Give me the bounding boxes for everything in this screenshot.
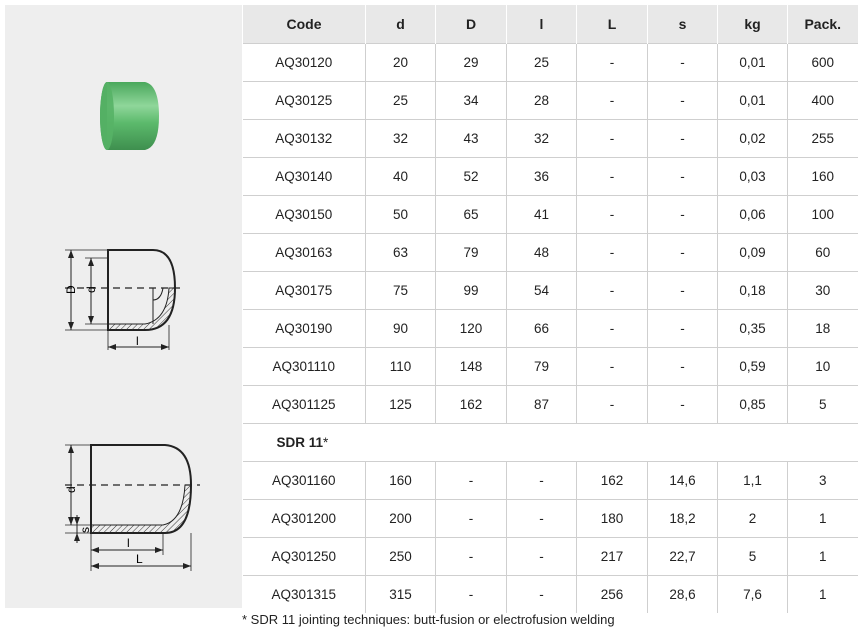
table-cell: - xyxy=(648,196,718,234)
table-cell: 32 xyxy=(507,120,577,158)
table-cell: 48 xyxy=(507,234,577,272)
table-cell: 256 xyxy=(577,576,648,614)
table-cell: 54 xyxy=(507,272,577,310)
table-cell: - xyxy=(577,348,648,386)
table-cell: - xyxy=(648,82,718,120)
table-cell: 18 xyxy=(788,310,858,348)
table-row xyxy=(243,196,858,234)
table-cell: AQ30120 xyxy=(243,44,366,82)
table-cell: 52 xyxy=(436,158,507,196)
table-cell: 79 xyxy=(436,234,507,272)
table-cell: - xyxy=(436,538,507,576)
table-cell: 60 xyxy=(788,234,858,272)
section-row-sdr11 xyxy=(243,424,858,462)
table-cell: 14,6 xyxy=(648,462,718,500)
table-cell: 3 xyxy=(788,462,858,500)
table-row xyxy=(243,386,858,424)
table-cell: 65 xyxy=(436,196,507,234)
table-cell: - xyxy=(648,158,718,196)
label-l-2: l xyxy=(127,536,130,550)
table-cell: - xyxy=(577,234,648,272)
table-cell: 180 xyxy=(577,500,648,538)
table-cell: 41 xyxy=(507,196,577,234)
table-cell: 0,01 xyxy=(718,44,788,82)
col-header-pack: Pack. xyxy=(788,5,858,44)
table-cell: - xyxy=(648,44,718,82)
table-row xyxy=(243,120,858,158)
table-cell: AQ30140 xyxy=(243,158,366,196)
table-row xyxy=(243,348,858,386)
table-cell: AQ301125 xyxy=(243,386,366,424)
table-row xyxy=(243,462,858,500)
table-body-pn xyxy=(243,44,858,424)
col-header-code: Code xyxy=(243,5,366,44)
table-cell: - xyxy=(648,386,718,424)
label-L: L xyxy=(136,552,143,566)
table-cell: 148 xyxy=(436,348,507,386)
table-cell: AQ30150 xyxy=(243,196,366,234)
table-cell: AQ301200 xyxy=(243,500,366,538)
product-spec-table xyxy=(242,5,858,613)
table-cell: 1 xyxy=(788,538,858,576)
table-row xyxy=(243,82,858,120)
table-cell: 75 xyxy=(366,272,436,310)
table-cell: 0,02 xyxy=(718,120,788,158)
table-cell: - xyxy=(577,44,648,82)
table-body-sdr11 xyxy=(243,462,858,614)
label-D: D xyxy=(64,285,78,294)
table-cell: 7,6 xyxy=(718,576,788,614)
table-cell: 110 xyxy=(366,348,436,386)
table-cell: AQ30175 xyxy=(243,272,366,310)
table-cell: - xyxy=(648,234,718,272)
table-row xyxy=(243,310,858,348)
table-cell: 18,2 xyxy=(648,500,718,538)
col-header-kg: kg xyxy=(718,5,788,44)
table-cell: AQ30132 xyxy=(243,120,366,158)
end-cap-photo xyxy=(5,5,242,165)
table-cell: 0,85 xyxy=(718,386,788,424)
table-cell: 0,18 xyxy=(718,272,788,310)
table-cell: 217 xyxy=(577,538,648,576)
table-cell: - xyxy=(436,462,507,500)
table-cell: 0,59 xyxy=(718,348,788,386)
table-cell: 1 xyxy=(788,576,858,614)
table-cell: 25 xyxy=(507,44,577,82)
table-cell: 2 xyxy=(718,500,788,538)
table-cell: 10 xyxy=(788,348,858,386)
table-cell: 28,6 xyxy=(648,576,718,614)
table-cell: 79 xyxy=(507,348,577,386)
table-row xyxy=(243,500,858,538)
table-row xyxy=(243,272,858,310)
table-cell: AQ301250 xyxy=(243,538,366,576)
col-header-l: l xyxy=(507,5,577,44)
table-cell: - xyxy=(577,158,648,196)
table-cell: 43 xyxy=(436,120,507,158)
table-cell: 162 xyxy=(577,462,648,500)
table-cell: 63 xyxy=(366,234,436,272)
section-marker: * xyxy=(323,435,329,450)
table-cell: 99 xyxy=(436,272,507,310)
table-cell: 29 xyxy=(436,44,507,82)
table-cell: 0,35 xyxy=(718,310,788,348)
table-cell: - xyxy=(507,500,577,538)
table-cell: - xyxy=(577,310,648,348)
table-header-row xyxy=(243,5,858,44)
end-cap-drawing-pn xyxy=(5,230,242,350)
table-cell: 36 xyxy=(507,158,577,196)
table-cell: 30 xyxy=(788,272,858,310)
table-cell: - xyxy=(436,576,507,614)
table-row xyxy=(243,234,858,272)
table-cell: - xyxy=(507,576,577,614)
table-cell: 255 xyxy=(788,120,858,158)
table-cell: 25 xyxy=(366,82,436,120)
table-cell: 5 xyxy=(718,538,788,576)
col-header-D: D xyxy=(436,5,507,44)
table-cell: 0,01 xyxy=(718,82,788,120)
table-cell: AQ30125 xyxy=(243,82,366,120)
table-cell: - xyxy=(648,310,718,348)
table-cell: AQ301315 xyxy=(243,576,366,614)
table-cell: 400 xyxy=(788,82,858,120)
table-cell: - xyxy=(577,386,648,424)
table-cell: 250 xyxy=(366,538,436,576)
table-cell: 1,1 xyxy=(718,462,788,500)
table-row xyxy=(243,576,858,614)
illustration-panel xyxy=(5,5,242,608)
table-cell: 50 xyxy=(366,196,436,234)
table-cell: 0,09 xyxy=(718,234,788,272)
table-row xyxy=(243,158,858,196)
table-cell: - xyxy=(577,120,648,158)
table-cell: 315 xyxy=(366,576,436,614)
table-cell: 66 xyxy=(507,310,577,348)
col-header-L: L xyxy=(577,5,648,44)
label-s: s xyxy=(78,527,92,533)
table-cell: 162 xyxy=(436,386,507,424)
table-cell: 160 xyxy=(366,462,436,500)
table-cell: 32 xyxy=(366,120,436,158)
footnote: * SDR 11 jointing techniques: butt-fusion or electrofusion welding xyxy=(242,612,615,627)
table-cell: 0,03 xyxy=(718,158,788,196)
table-cell: - xyxy=(507,462,577,500)
table-cell: - xyxy=(577,196,648,234)
table-row xyxy=(243,538,858,576)
col-header-d: d xyxy=(366,5,436,44)
table-cell: 1 xyxy=(788,500,858,538)
table-cell: 125 xyxy=(366,386,436,424)
table-row xyxy=(243,44,858,82)
table-cell: - xyxy=(648,348,718,386)
table-cell: 120 xyxy=(436,310,507,348)
table-cell: - xyxy=(436,500,507,538)
table-cell: AQ301160 xyxy=(243,462,366,500)
label-d-2: d xyxy=(64,486,78,493)
table-cell: 100 xyxy=(788,196,858,234)
table-cell: 22,7 xyxy=(648,538,718,576)
label-l-1: l xyxy=(136,334,139,348)
label-d-1: d xyxy=(84,286,98,293)
table-cell: - xyxy=(577,82,648,120)
table-cell: 0,06 xyxy=(718,196,788,234)
table-cell: - xyxy=(648,272,718,310)
table-cell: 28 xyxy=(507,82,577,120)
section-label-cell xyxy=(243,424,858,462)
table-cell: 600 xyxy=(788,44,858,82)
table-cell: AQ301110 xyxy=(243,348,366,386)
table-cell: AQ30163 xyxy=(243,234,366,272)
table-cell: 87 xyxy=(507,386,577,424)
table-cell: 34 xyxy=(436,82,507,120)
table-cell: 5 xyxy=(788,386,858,424)
section-label: SDR 11 xyxy=(276,435,324,450)
end-cap-drawing-sdr11 xyxy=(5,433,242,583)
table-cell: 200 xyxy=(366,500,436,538)
table-cell: - xyxy=(648,120,718,158)
table-cell: - xyxy=(577,272,648,310)
table-cell: 160 xyxy=(788,158,858,196)
table-cell: 90 xyxy=(366,310,436,348)
table-cell: AQ30190 xyxy=(243,310,366,348)
col-header-s: s xyxy=(648,5,718,44)
table-cell: - xyxy=(507,538,577,576)
table-cell: 20 xyxy=(366,44,436,82)
table-cell: 40 xyxy=(366,158,436,196)
